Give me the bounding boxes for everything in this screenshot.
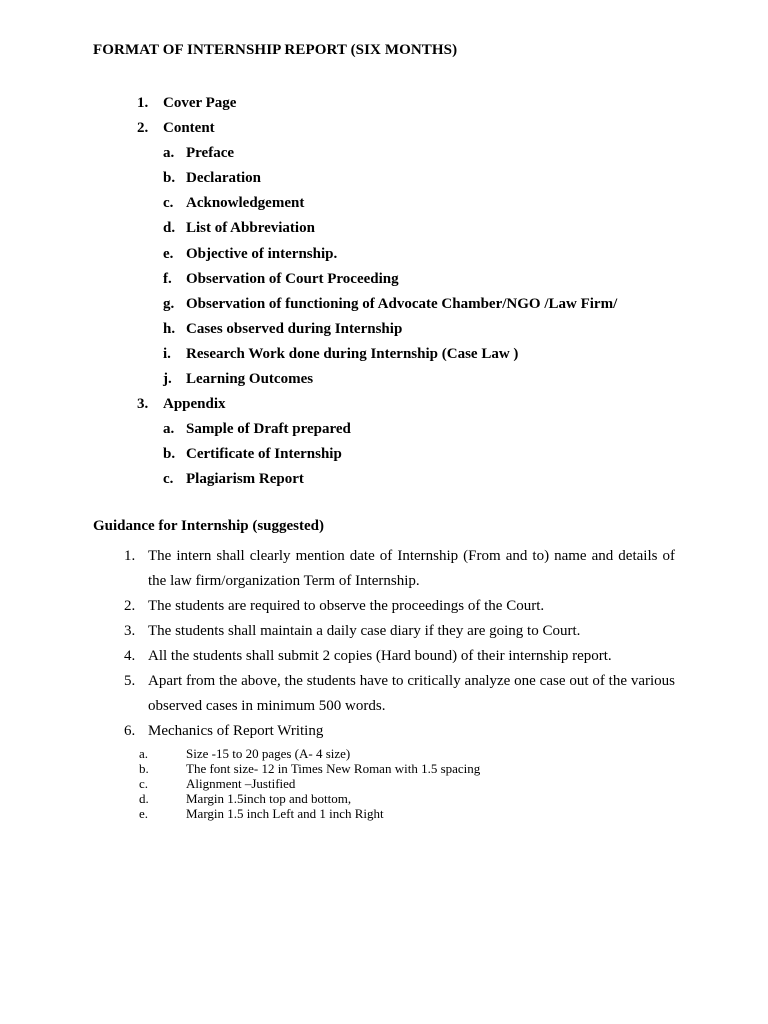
report-outline — [0, 92, 768, 494]
guidance-item-marker: 5. — [124, 673, 136, 689]
guidance-item-marker: 4. — [124, 648, 136, 664]
outline-item-text: List of Abbreviation — [186, 220, 315, 237]
outline-item — [0, 142, 768, 167]
outline-item-marker: a. — [163, 421, 175, 438]
mechanics-item — [0, 791, 768, 806]
outline-item-marker: 2. — [137, 120, 149, 137]
document-title: FORMAT OF INTERNSHIP REPORT (SIX MONTHS) — [93, 42, 458, 58]
mechanics-list — [0, 746, 768, 821]
outline-item — [0, 468, 768, 493]
mechanics-item-marker: d. — [139, 791, 149, 806]
outline-item — [0, 418, 768, 443]
guidance-item-marker: 6. — [124, 723, 136, 739]
outline-item-marker: g. — [163, 295, 175, 312]
guidance-heading: Guidance for Internship (suggested) — [93, 518, 324, 534]
mechanics-item-marker: e. — [139, 806, 149, 821]
mechanics-item-text: The font size- 12 in Times New Roman with 1.5 spacing — [186, 761, 481, 776]
mechanics-item-text: Margin 1.5inch top and bottom, — [186, 791, 352, 806]
outline-item-text: Research Work done during Internship (Case Law ) — [186, 345, 519, 362]
guidance-item-marker: 2. — [124, 598, 136, 614]
guidance-item — [0, 669, 768, 719]
outline-item-text: Cover Page — [163, 95, 237, 111]
outline-item — [0, 243, 768, 268]
outline-item-marker: 3. — [137, 396, 149, 413]
outline-item-marker: h. — [163, 320, 176, 337]
outline-item-text: Learning Outcomes — [186, 371, 314, 388]
mechanics-item — [0, 806, 768, 821]
outline-item-marker: b. — [163, 446, 176, 463]
mechanics-item — [0, 746, 768, 761]
outline-item — [0, 343, 768, 368]
guidance-item — [0, 719, 768, 744]
outline-item-marker: e. — [163, 245, 174, 262]
guidance-item-text: The students are required to observe the proceedings of the Court. — [148, 598, 545, 614]
guidance-item — [0, 544, 768, 594]
outline-item-text: Acknowledgement — [186, 195, 305, 212]
outline-item-marker: a. — [163, 145, 175, 162]
outline-item-marker: c. — [163, 195, 174, 212]
outline-item — [0, 443, 768, 468]
outline-item-marker: i. — [163, 345, 171, 362]
outline-item-marker: c. — [163, 471, 174, 488]
outline-item — [0, 117, 768, 142]
mechanics-item — [0, 776, 768, 791]
outline-item-marker: j. — [163, 371, 172, 388]
mechanics-item-text: Size -15 to 20 pages (A- 4 size) — [186, 746, 351, 761]
guidance-item-marker: 3. — [124, 623, 136, 639]
outline-item-text: Content — [163, 120, 215, 137]
guidance-item-text: Mechanics of Report Writing — [148, 723, 324, 739]
guidance-list — [0, 544, 768, 744]
outline-item — [0, 268, 768, 293]
mechanics-item-marker: c. — [139, 776, 149, 791]
outline-item — [0, 393, 768, 418]
guidance-item-text: The intern shall clearly mention date of Internship (From and to) name and details of the law firm/organization Term of Internship. — [148, 548, 675, 589]
outline-item-text: Preface — [186, 145, 235, 162]
outline-item — [0, 293, 768, 318]
outline-item — [0, 368, 768, 393]
mechanics-item — [0, 761, 768, 776]
outline-item — [0, 318, 768, 343]
outline-item-text: Certificate of Internship — [186, 446, 342, 463]
outline-item-marker: b. — [163, 170, 176, 187]
guidance-item-text: All the students shall submit 2 copies (Hard bound) of their internship report. — [148, 648, 612, 664]
guidance-item — [0, 619, 768, 644]
outline-item-text: Objective of internship. — [186, 245, 338, 262]
outline-item-text: Declaration — [186, 170, 261, 187]
outline-item-marker: d. — [163, 220, 176, 237]
guidance-item-text: Apart from the above, the students have to critically analyze one case out of the various observed cases in minimum 500 words. — [148, 673, 675, 714]
mechanics-item-text: Margin 1.5 inch Left and 1 inch Right — [186, 806, 384, 821]
outline-item-text: Observation of Court Proceeding — [186, 270, 399, 287]
outline-item-text: Sample of Draft prepared — [186, 421, 351, 438]
outline-item-marker: 1. — [137, 95, 149, 111]
guidance-item-text: The students shall maintain a daily case diary if they are going to Court. — [148, 623, 581, 639]
outline-item — [0, 217, 768, 242]
outline-item-text: Observation of functioning of Advocate Chamber/NGO /Law Firm/ — [186, 295, 618, 312]
guidance-item — [0, 594, 768, 619]
mechanics-item-marker: a. — [139, 746, 149, 761]
outline-item-marker: f. — [163, 270, 172, 287]
guidance-item-marker: 1. — [124, 548, 136, 564]
outline-item-text: Appendix — [163, 396, 226, 413]
mechanics-item-text: Alignment –Justified — [186, 776, 296, 791]
outline-item-text: Plagiarism Report — [186, 471, 304, 488]
outline-item — [0, 167, 768, 192]
guidance-item — [0, 644, 768, 669]
outline-item — [0, 192, 768, 217]
outline-item — [0, 92, 768, 117]
outline-item-text: Cases observed during Internship — [186, 320, 403, 337]
mechanics-item-marker: b. — [139, 761, 149, 776]
